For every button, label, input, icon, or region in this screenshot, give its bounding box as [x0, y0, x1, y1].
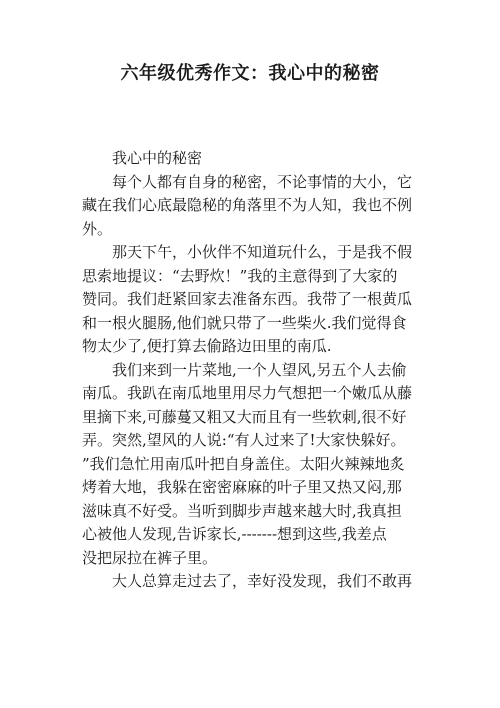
text-line: 南瓜。我趴在南瓜地里用尽力气想把一个嫩瓜从藤 — [82, 384, 413, 402]
article-body — [82, 147, 420, 594]
article-paragraph — [82, 241, 420, 359]
text-line: 烤着大地，我躲在密密麻麻的叶子里又热又闷,那 — [82, 478, 402, 496]
text-line: 思索地提议：“去野炊！”我的主意得到了大家的 — [82, 266, 398, 285]
article-paragraph — [82, 570, 420, 594]
text-line: 里摘下来,可藤蔓又粗又大而且有一些软刺,很不好 — [82, 407, 407, 426]
page-title: 六年级优秀作文：我心中的秘密 — [120, 63, 380, 84]
text-line: 我心中的秘密 — [112, 149, 203, 167]
article-paragraph — [82, 171, 420, 242]
text-line: 那天下午，小伙伴不知道玩什么，于是我不假 — [112, 243, 413, 261]
text-line: 和一根火腿肠,他们就只带了一些柴火.我们觉得食 — [82, 313, 407, 332]
text-line: 没把尿拉在裤子里。 — [82, 548, 218, 567]
text-line: 每个人都有自身的秘密，不论事情的大小，它 — [112, 172, 413, 191]
text-line: 弄。突然,望风的人说:“有人过来了!大家快躲好。 — [82, 431, 406, 449]
text-line: 外。 — [82, 219, 113, 238]
text-line: 心被他人发现,告诉家长,-------想到这些,我差点 — [82, 525, 387, 543]
text-line: 滋味真不好受。当听到脚步声越来越大时,我真担 — [82, 501, 402, 520]
text-line: 藏在我们心底最隐秘的角落里不为人知，我也不例 — [82, 196, 413, 214]
article-paragraph — [82, 359, 420, 571]
article-subtitle — [82, 147, 420, 171]
text-line: 我们来到一片菜地,一个人望风,另五个人去偷 — [112, 360, 407, 379]
text-line: 大人总算走过去了，幸好没发现，我们不敢再 — [112, 572, 413, 590]
text-line: 赞同。我们赶紧回家去准备东西。我带了一根黄瓜 — [82, 290, 413, 308]
text-line: 物太少了,便打算去偷路边田里的南瓜. — [82, 337, 332, 355]
text-line: ”我们急忙用南瓜叶把自身盖住。太阳火辣辣地炙 — [82, 454, 405, 473]
